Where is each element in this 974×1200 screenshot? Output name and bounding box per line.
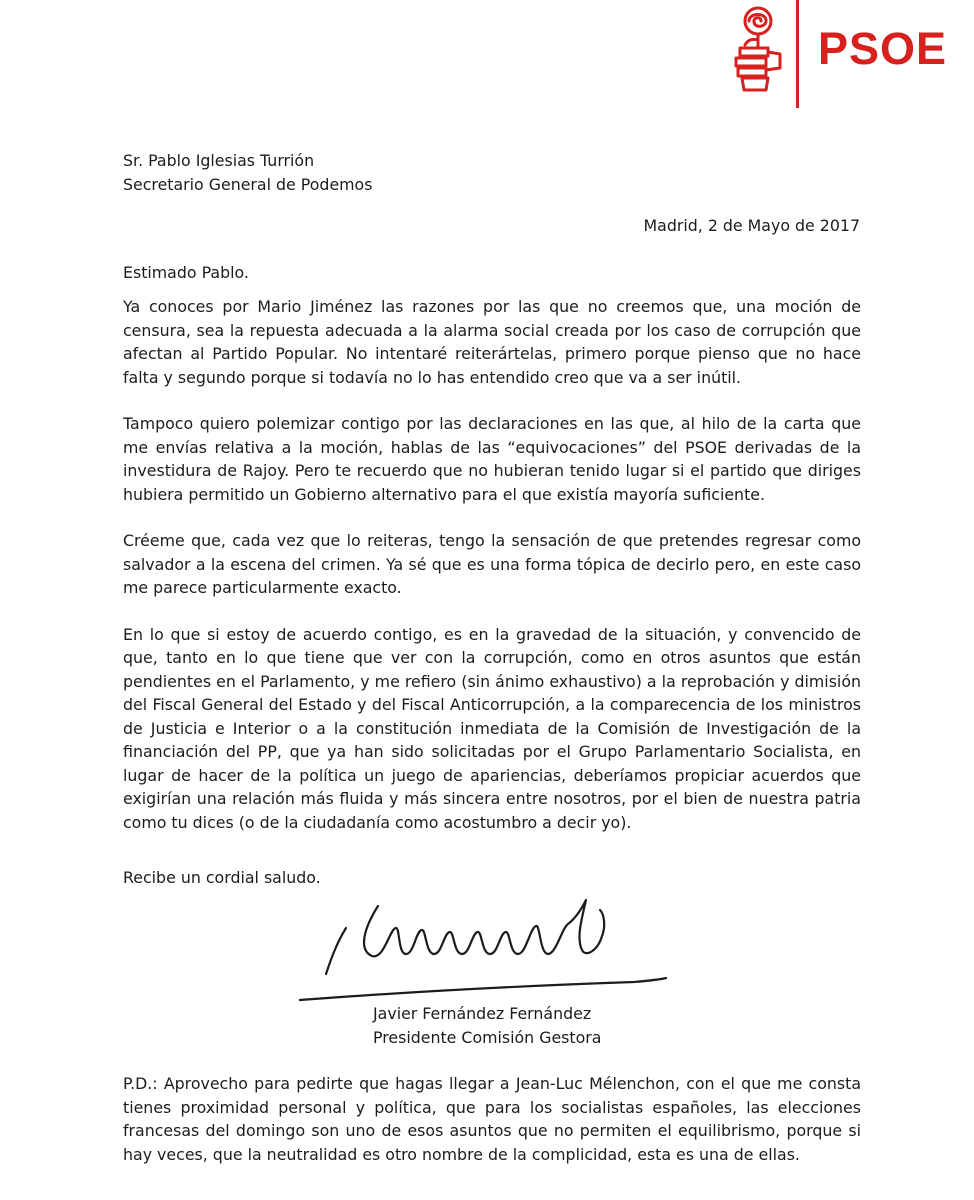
closing-line: Recibe un cordial saludo. (123, 868, 321, 887)
recipient-name: Sr. Pablo Iglesias Turrión (123, 151, 315, 170)
signer-block (373, 1002, 601, 1050)
postscript-text: P.D.: Aprovecho para pedirte que hagas llegar a Jean-Luc Mélenchon, con el que me consta tienes proximidad personal y política, que para los socialistas españoles, las elecciones francesas del domingo son uno de esos asuntos que no permiten el equilibrismo, porque si hay veces, que la neutralidad es otro nombre de la complicidad, esta es una de ellas. (123, 1074, 861, 1164)
body-paragraph: Créeme que, cada vez que lo reiteras, tengo la sensación de que pretendes regresar como salvador a la escena del crimen. Ya sé que es una forma tópica de decirlo pero, en este caso me parece particularmente exacto. (123, 531, 861, 597)
letter-date: Madrid, 2 de Mayo de 2017 (643, 216, 860, 235)
postscript (123, 1072, 861, 1166)
greeting: Estimado Pablo. (123, 263, 249, 282)
handwritten-signature (286, 888, 686, 1006)
recipient-title: Secretario General de Podemos (123, 175, 373, 194)
letterhead-divider (796, 0, 799, 108)
letter-body (123, 295, 861, 857)
signer-position: Presidente Comisión Gestora (373, 1028, 602, 1047)
party-logo-wordmark: PSOE (818, 23, 948, 74)
body-paragraph: Ya conoces por Mario Jiménez las razones por las que no creemos que, una moción de censura, sea la repuesta adecuada a la alarma social creada por los caso de corrupción que afectan al Partido Popular. No intentaré reiterártelas, primero porque pienso que no hace falta y segundo porque si todavía no lo has entendido creo que va a ser inútil. (123, 297, 861, 387)
recipient-block (123, 149, 372, 197)
body-paragraph: Tampoco quiero polemizar contigo por las declaraciones en las que, al hilo de la carta que me envías relativa a la moción, hablas de las “equivocaciones” del PSOE derivadas de la investidura de Rajoy. Pero te recuerdo que no hubieran tenido lugar si el partido que diriges hubiera permitido un Gobierno alternativo para el que existía mayoría suficiente. (123, 414, 861, 504)
body-paragraph: En lo que si estoy de acuerdo contigo, es en la gravedad de la situación, y convencido de que, tanto en lo que tiene que ver con la corrupción, como en otros asuntos que están pendientes en el Parlamento, y me refiero (sin ánimo exhaustivo) a la reprobación y dimisión del Fiscal General del Estado y del Fiscal Anticorrupción, a la comparecencia de los ministros de Justicia e Interior o a la constitución inmediata de la Comisión de Investigación de la financiación del PP, que ya han sido solicitadas por el Grupo Parlamentario Socialista, en lugar de hacer de la política un juego de apariencias, deberíamos propiciar acuerdos que exigirían una relación más fluida y más sincera entre nosotros, por el bien de nuestra patria como tu dices (o de la ciudadanía como acostumbro a decir yo). (123, 624, 861, 832)
fist-and-rose-icon (728, 4, 790, 92)
signer-name: Javier Fernández Fernández (373, 1004, 592, 1023)
